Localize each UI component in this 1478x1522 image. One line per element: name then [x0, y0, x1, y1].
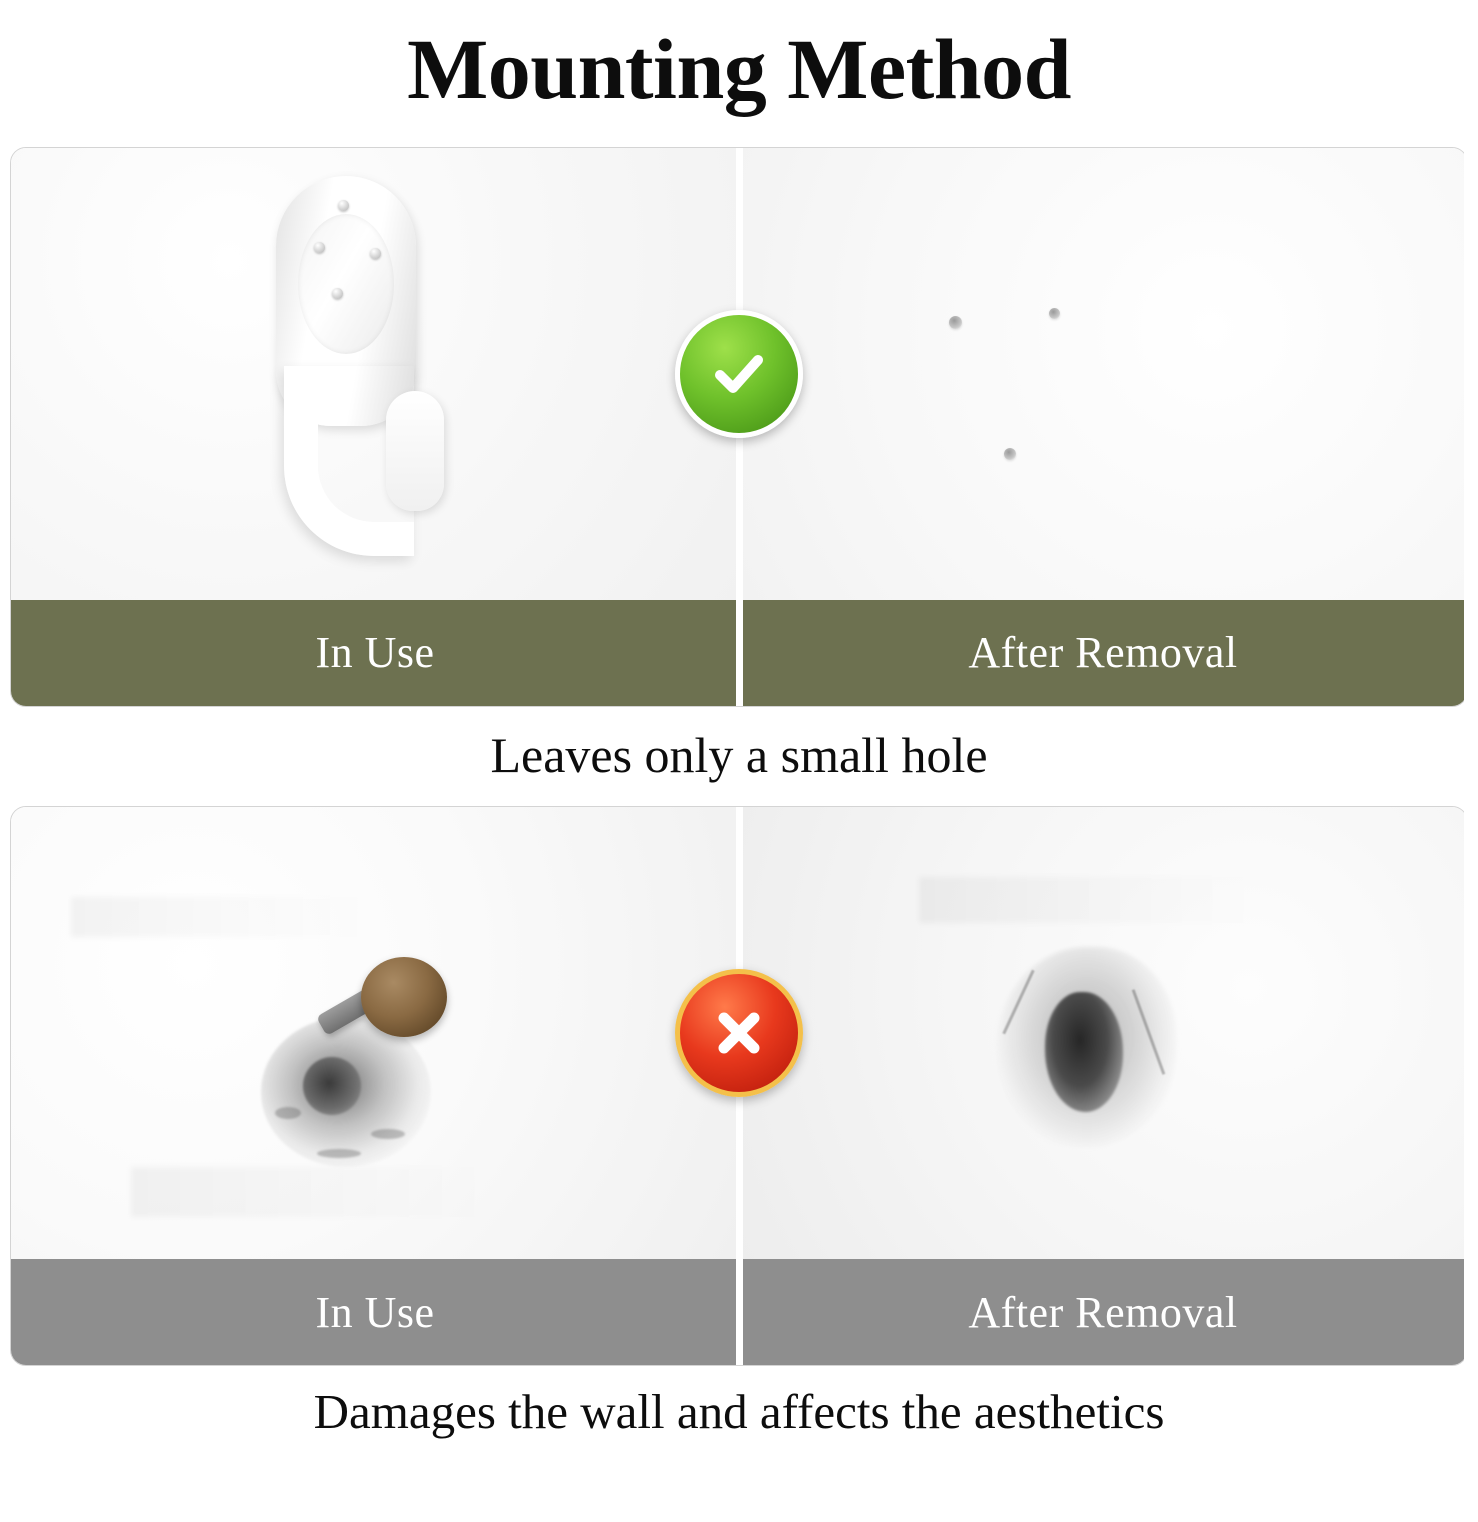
image-wall-after-removal-bad — [739, 807, 1467, 1259]
image-hook-in-use — [11, 148, 739, 600]
mounting-method-infographic — [0, 22, 1478, 1522]
label-in-use-bad: In Use — [315, 1287, 435, 1337]
wall-debris — [275, 1107, 301, 1119]
image-screw-in-use — [11, 807, 739, 1259]
image-wall-after-removal-good — [739, 148, 1467, 600]
label-bar-bad — [11, 1259, 1467, 1365]
hook-pin — [338, 200, 349, 211]
pin-hole — [949, 316, 962, 329]
screw-head — [361, 957, 447, 1037]
wall-scuff — [71, 897, 371, 937]
pin-hole — [1004, 448, 1016, 460]
screw-illustration — [221, 957, 481, 1187]
check-icon — [675, 310, 803, 438]
label-bar-divider — [736, 1259, 743, 1365]
panel-images-bad — [11, 807, 1467, 1259]
comparison-panel-good — [10, 147, 1468, 707]
hook-pin — [314, 242, 325, 253]
label-after-removal-good: After Removal — [968, 628, 1238, 678]
wall-surface-after-clean — [739, 148, 1467, 600]
label-after-removal-bad: After Removal — [968, 1287, 1238, 1337]
screw-crater-core — [303, 1057, 361, 1115]
label-bar-good — [11, 600, 1467, 706]
pin-hole — [1049, 308, 1060, 319]
label-bar-divider — [736, 600, 743, 706]
panel-images-good — [11, 148, 1467, 600]
page-title: Mounting Method — [407, 21, 1071, 117]
hole-core — [1045, 992, 1123, 1112]
hook-pin — [370, 248, 381, 259]
comparison-panel-bad — [10, 806, 1468, 1366]
caption-good: Leaves only a small hole — [490, 726, 988, 783]
wall-hook-illustration — [266, 176, 456, 566]
hook-tip — [386, 391, 444, 511]
label-in-use-good: In Use — [315, 628, 435, 678]
page-edge-strip — [1464, 22, 1478, 1522]
wall-scuff — [919, 877, 1259, 923]
damaged-hole — [997, 947, 1177, 1147]
hook-pin — [332, 288, 343, 299]
caption-bad: Damages the wall and affects the aesthetics — [313, 1384, 1165, 1440]
hook-plate — [298, 214, 394, 354]
cross-icon — [675, 969, 803, 1097]
